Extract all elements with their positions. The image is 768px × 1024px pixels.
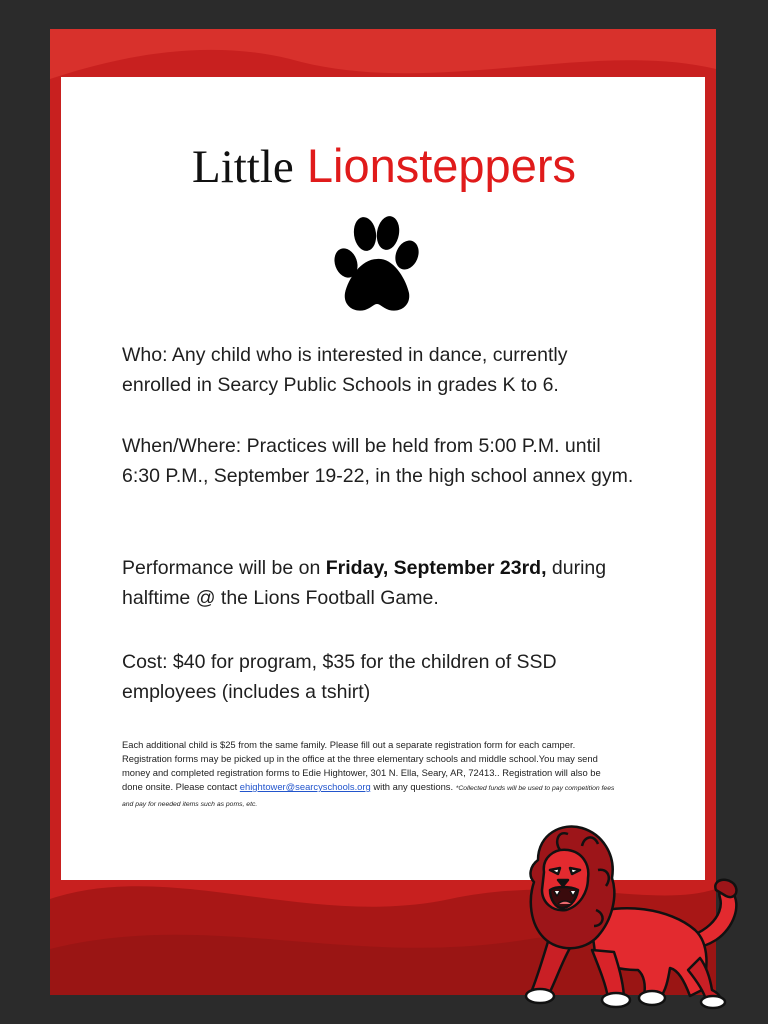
title-lionsteppers: Lionsteppers — [306, 139, 576, 192]
cost-paragraph: Cost: $40 for program, $35 for the children of SSD employees (includes a tshirt) — [122, 651, 557, 703]
flyer-title — [0, 138, 768, 195]
paw-print-icon — [331, 207, 423, 320]
lion-mascot — [520, 820, 750, 1015]
title-little: Little — [191, 141, 294, 193]
registration-details — [122, 738, 622, 812]
performance-date: Friday, September 23rd, — [325, 557, 547, 579]
performance-suffix: during halftime @ the Lions Football Game. — [122, 557, 607, 609]
when-where-paragraph: When/Where: Practices will be held from 5:00 P.M. until 6:30 P.M., September 19-22, in the high school annex gym. — [122, 435, 634, 487]
details-after-email: with any questions. — [370, 781, 456, 792]
performance-paragraph — [122, 553, 642, 613]
performance-prefix: Performance will be on — [122, 557, 326, 579]
who-paragraph: Who: Any child who is interested in dance, currently enrolled in Searcy Public Schools in grades K to 6. — [122, 344, 568, 396]
details-text: Each additional child is $25 from the same family. Please fill out a separate registration form for each camper. Registration forms may be picked up in the office at the three elementary schools and middle school.You may send money and completed registration forms to Edie Hightower, 301 N. Ella, Seary, AR, 72413.. Registration will also be done onsite. Please contact — [122, 739, 601, 792]
contact-email-link[interactable]: ehightower@searcyschools.org — [239, 781, 371, 792]
funds-note: *Collected funds will be used to pay competition fees and pay for needed items such as poms, etc. — [122, 785, 615, 808]
